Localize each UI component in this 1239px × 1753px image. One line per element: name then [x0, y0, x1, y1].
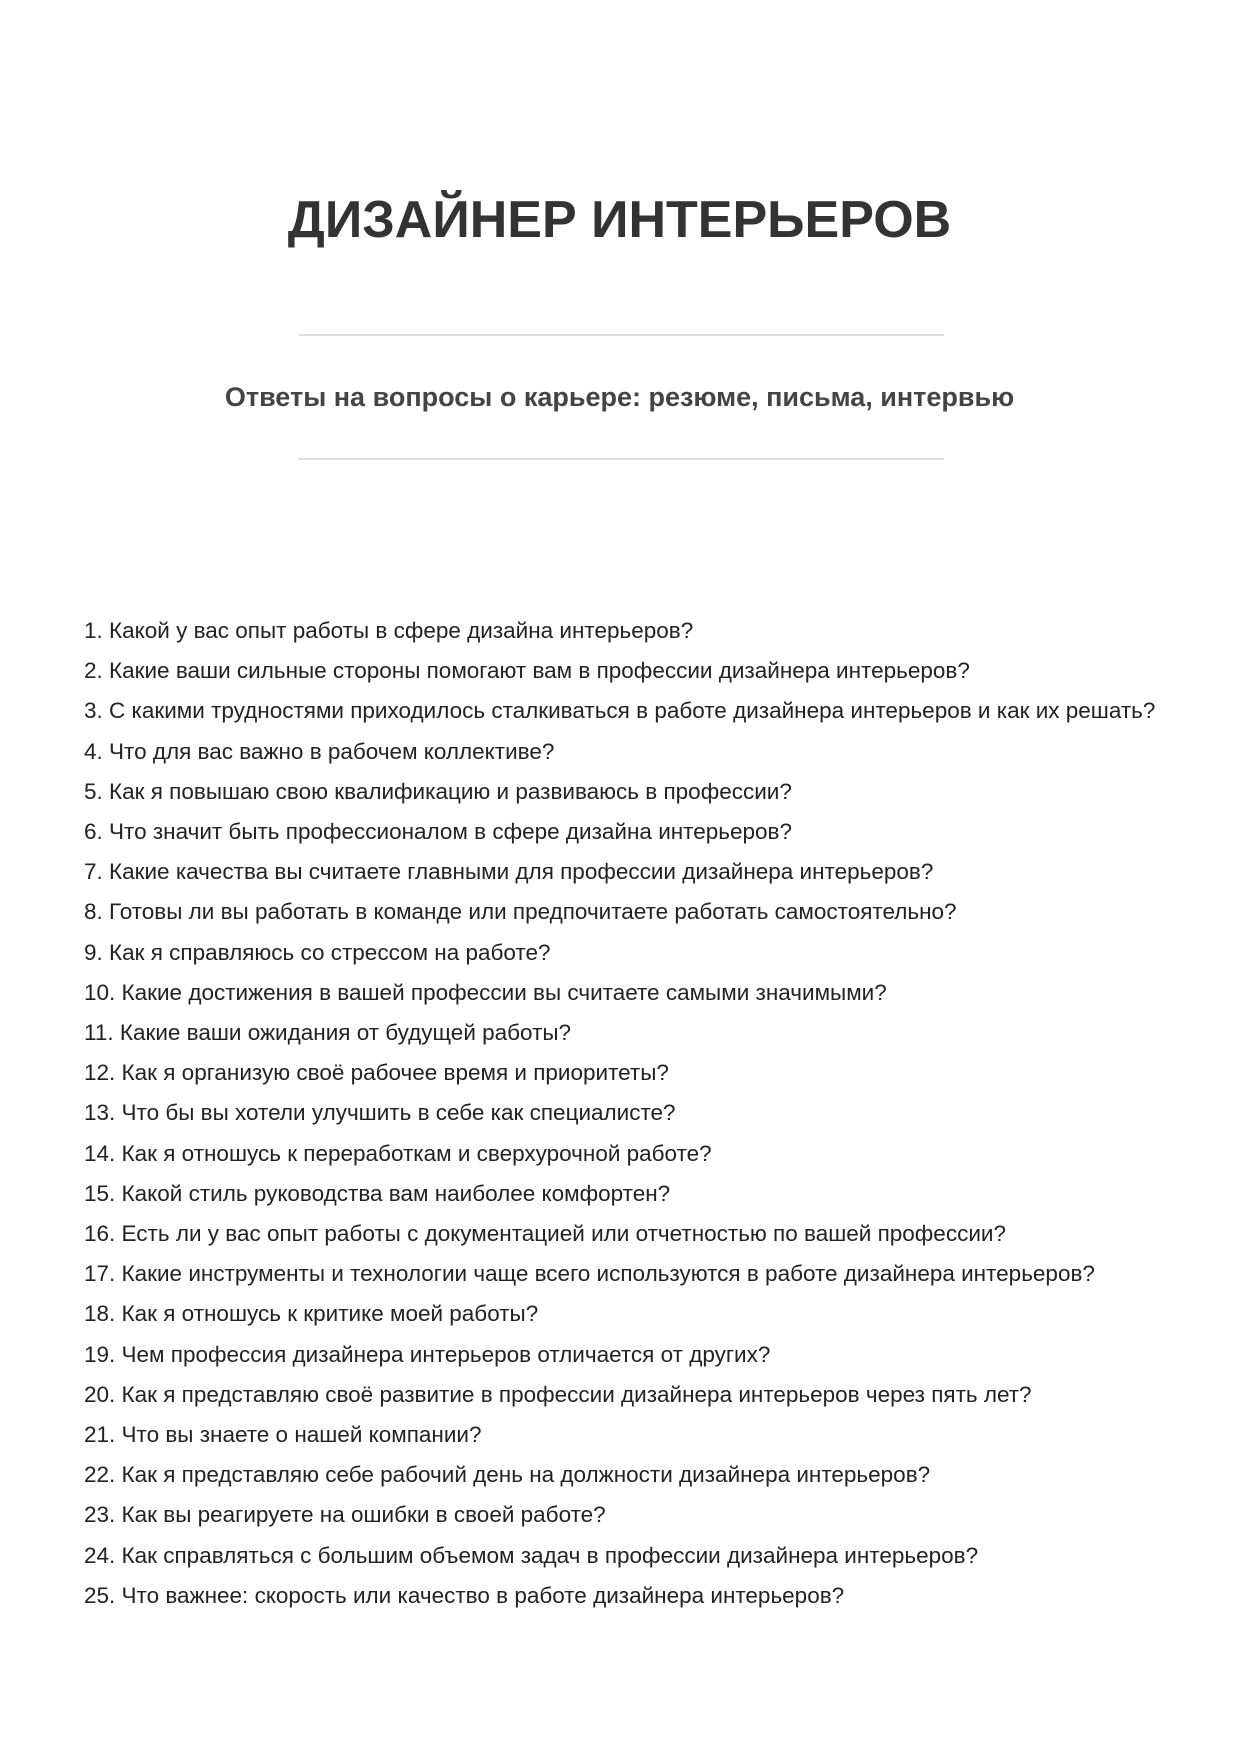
question-item: 13. Что бы вы хотели улучшить в себе как специалисте? — [84, 1100, 676, 1126]
question-item: 6. Что значит быть профессионалом в сфере дизайна интерьеров? — [84, 819, 792, 845]
divider-top — [299, 334, 944, 336]
question-item: 15. Какой стиль руководства вам наиболее комфортен? — [84, 1180, 671, 1206]
question-item: 16. Есть ли у вас опыт работы с документацией или отчетностью по вашей профессии? — [84, 1221, 1006, 1247]
question-item: 3. С какими трудностями приходилось сталкиваться в работе дизайнера интерьеров и как их решать? — [84, 698, 1156, 724]
question-item: 1. Какой у вас опыт работы в сфере дизайна интерьеров? — [84, 618, 694, 643]
questions-list — [84, 611, 1164, 1616]
question-item: 11. Какие ваши ожидания от будущей работы? — [84, 1020, 572, 1046]
question-item: 10. Какие достижения в вашей профессии вы считаете самыми значимыми? — [84, 979, 887, 1005]
question-item: 23. Как вы реагируете на ошибки в своей работе? — [84, 1502, 606, 1528]
question-item: 21. Что вы знаете о нашей компании? — [84, 1422, 482, 1448]
question-item: 5. Как я повышаю свою квалификацию и развиваюсь в профессии? — [84, 778, 792, 804]
subtitle: Ответы на вопросы о карьере: резюме, письма, интервью — [224, 382, 1015, 412]
question-item: 17. Какие инструменты и технологии чаще всего используются в работе дизайнера интерьеров? — [84, 1261, 1095, 1287]
question-item: 14. Как я отношусь к переработкам и сверхурочной работе? — [84, 1140, 712, 1166]
question-item: 19. Чем профессия дизайнера интерьеров отличается от других? — [84, 1341, 771, 1367]
question-item: 24. Как справляться с большим объемом задач в профессии дизайнера интерьеров? — [84, 1542, 979, 1568]
question-item: 20. Как я представляю своё развитие в профессии дизайнера интерьеров через пять лет? — [84, 1381, 1032, 1407]
question-item: 2. Какие ваши сильные стороны помогают вам в профессии дизайнера интерьеров? — [84, 658, 970, 684]
question-item: 8. Готовы ли вы работать в команде или предпочитаете работать самостоятельно? — [84, 899, 957, 925]
question-item: 22. Как я представляю себе рабочий день на должности дизайнера интерьеров? — [84, 1462, 931, 1488]
question-item: 12. Как я организую своё рабочее время и приоритеты? — [84, 1060, 669, 1086]
divider-bottom — [299, 458, 944, 460]
page-title: ДИЗАЙНЕР ИНТЕРЬЕРОВ — [287, 191, 952, 249]
question-item: 7. Какие качества вы считаете главными для профессии дизайнера интерьеров? — [84, 859, 934, 885]
question-item: 25. Что важнее: скорость или качество в работе дизайнера интерьеров? — [84, 1582, 845, 1608]
question-item: 9. Как я справляюсь со стрессом на работе? — [84, 939, 551, 965]
question-item: 4. Что для вас важно в рабочем коллективе? — [84, 738, 555, 764]
question-item: 18. Как я отношусь к критике моей работы? — [84, 1301, 539, 1327]
